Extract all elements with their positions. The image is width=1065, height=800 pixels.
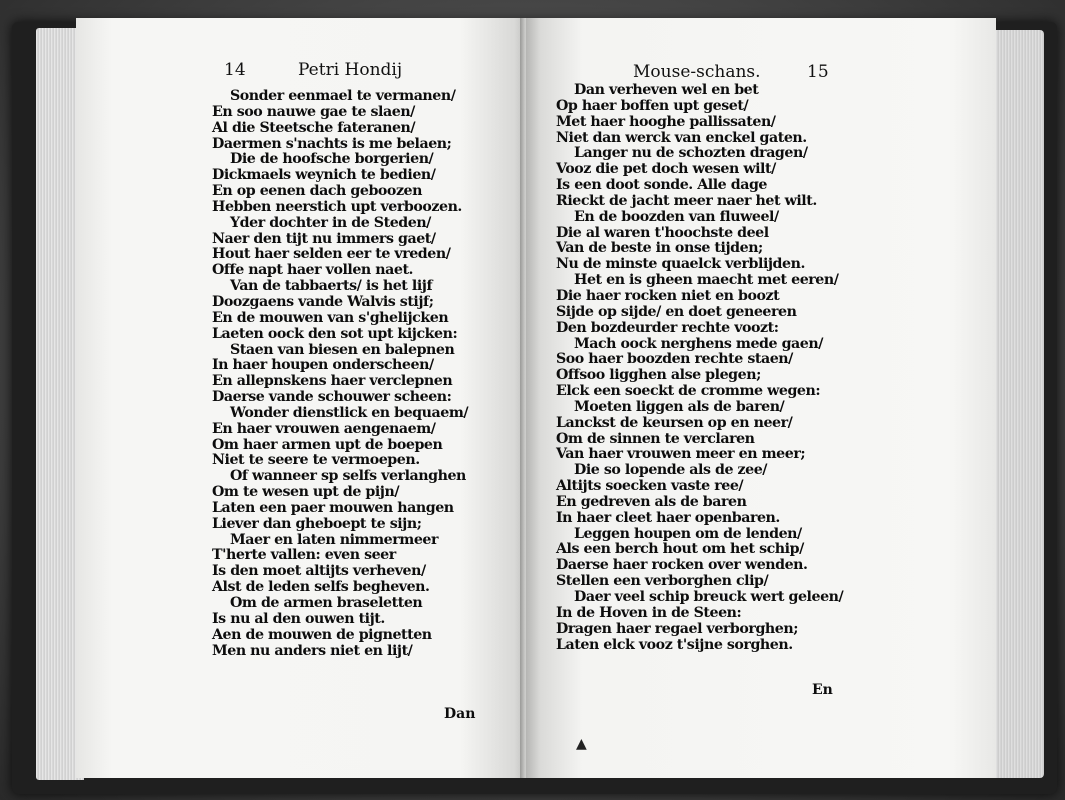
verse-line: In de Hoven in de Steen: <box>556 604 742 621</box>
verse-line: Sonder eenmael te vermanen/ <box>230 88 456 104</box>
verse-line: Laeten oock den sot upt kijcken: <box>212 325 458 342</box>
right-page-number: 15 <box>807 62 829 82</box>
verse-line: Dragen haer regael verborghen; <box>556 620 799 637</box>
right-catchword: En <box>812 682 833 698</box>
ink-mark-icon: ▲ <box>576 736 587 752</box>
right-page <box>526 18 996 778</box>
verse-line: Die haer rocken niet en boozt <box>556 287 780 304</box>
verse-line: Lanckst de keursen op en neer/ <box>556 414 793 431</box>
verse-line: Aen de mouwen de pignetten <box>212 626 432 643</box>
verse-line: Om haer armen upt de boepen <box>212 436 443 453</box>
verse-line: Laten een paer mouwen hangen <box>212 499 454 516</box>
verse-line: Staen van biesen en balepnen <box>230 341 455 358</box>
verse-line: In haer houpen onderscheen/ <box>212 357 434 374</box>
verse-line: Om de armen braseletten <box>230 595 423 611</box>
verse-line: Liever dan gheboept te sijn; <box>212 515 422 532</box>
verse-line: Van de tabbaerts/ is het lijf <box>230 278 433 295</box>
right-page-edges <box>990 30 1044 778</box>
verse-line: Naer den tijt nu immers gaet/ <box>212 230 436 247</box>
verse-line: Maer en laten nimmermeer <box>230 531 439 548</box>
verse-line: Om de sinnen te verclaren <box>556 430 755 447</box>
verse-line: Daer veel schip breuck wert geleen/ <box>574 589 844 605</box>
verse-line: Op haer boffen upt geset/ <box>556 97 749 114</box>
verse-line: T'herte vallen: even seer <box>212 547 396 564</box>
verse-line: Langer nu de schozten dragen/ <box>574 145 808 162</box>
verse-line: Leggen houpen om de lenden/ <box>574 525 802 542</box>
verse-line: Den bozdeurder rechte voozt: <box>556 319 779 336</box>
verse-line: Alst de leden selfs begheven. <box>212 579 430 596</box>
verse-line: Dickmaels weynich te bedien/ <box>212 167 436 184</box>
verse-line: Van haer vrouwen meer en meer; <box>556 446 806 463</box>
verse-line: Stellen een verborghen clip/ <box>556 573 769 590</box>
verse-line: Soo haer boozden rechte staen/ <box>556 351 793 368</box>
left-page-number: 14 <box>224 60 246 80</box>
verse-line: Niet te seere te vermoepen. <box>212 452 420 469</box>
verse-line: Om te wesen upt de pijn/ <box>212 484 400 501</box>
verse-line: In haer cleet haer openbaren. <box>556 509 780 526</box>
verse-line: Van de beste in onse tijden; <box>556 240 763 257</box>
left-verse-lines <box>212 89 468 659</box>
verse-line: Als een berch hout om het schip/ <box>556 541 804 558</box>
verse-line: Men nu anders niet en lijt/ <box>212 642 413 659</box>
verse-line: Niet dan werck van enckel gaten. <box>556 129 807 146</box>
verse-line: Hebben neerstich upt verboozen. <box>212 198 462 215</box>
verse-line: Of wanneer sp selfs verlanghen <box>230 468 466 485</box>
verse-line: Laten elck vooz t'sijne sorghen. <box>556 636 793 653</box>
verse-line: Met haer hooghe pallissaten/ <box>556 113 776 130</box>
verse-line: En soo nauwe gae te slaen/ <box>212 103 415 120</box>
left-catchword: Dan <box>444 706 476 722</box>
verse-line: Al die Steetsche fateranen/ <box>212 119 416 136</box>
verse-line: Het en is gheen maecht met eeren/ <box>574 272 839 289</box>
left-page <box>76 18 528 778</box>
verse-line: Die so lopende als de zee/ <box>574 462 768 479</box>
verse-line: En allepnskens haer verclepnen <box>212 373 453 390</box>
verse-line: En de mouwen van s'ghelijcken <box>212 309 449 326</box>
verse-line: En gedreven als de baren <box>556 493 747 510</box>
right-verse-lines <box>556 83 843 653</box>
right-running-head: Mouse-schans. <box>633 62 761 82</box>
verse-line: Daerse haer rocken over wenden. <box>556 557 808 574</box>
verse-line: En haer vrouwen aengenaem/ <box>212 420 436 437</box>
verse-line: Moeten liggen als de baren/ <box>574 398 785 415</box>
verse-line: Elck een soeckt de cromme wegen: <box>556 383 821 400</box>
left-running-head: Petri Hondij <box>298 60 403 80</box>
verse-line: Vooz die pet doch wesen wilt/ <box>556 161 776 178</box>
verse-line: Die al waren t'hoochste deel <box>556 224 769 241</box>
verse-line: En op eenen dach geboozen <box>212 183 422 200</box>
verse-line: Is nu al den ouwen tijt. <box>212 610 385 627</box>
verse-line: Yder dochter in de Steden/ <box>230 214 431 231</box>
verse-line: Is een doot sonde. Alle dage <box>556 177 768 194</box>
verse-line: Daerse vande schouwer scheen: <box>212 389 452 406</box>
verse-line: Rieckt de jacht meer naer het wilt. <box>556 192 817 209</box>
verse-line: Dan verheven wel en bet <box>574 82 759 98</box>
verse-line: Hout haer selden eer te vreden/ <box>212 246 451 263</box>
verse-line: Altijts soecken vaste ree/ <box>556 478 744 495</box>
verse-line: Die de hoofsche borgerien/ <box>230 151 434 168</box>
verse-line: Mach oock nerghens mede gaen/ <box>574 335 823 352</box>
verse-line: Daermen s'nachts is me belaen; <box>212 135 452 152</box>
verse-line: Wonder dienstlick en bequaem/ <box>230 404 469 421</box>
verse-line: Is den moet altijts verheven/ <box>212 563 426 580</box>
verse-line: Doozgaens vande Walvis stijf; <box>212 293 434 310</box>
verse-line: Nu de minste quaelck verblijden. <box>556 256 805 273</box>
verse-line: Offsoo ligghen alse plegen; <box>556 367 761 384</box>
verse-line: Offe napt haer vollen naet. <box>212 262 414 279</box>
verse-line: Sijde op sijde/ en doet geneeren <box>556 303 797 320</box>
verse-line: En de boozden van fluweel/ <box>574 208 779 225</box>
